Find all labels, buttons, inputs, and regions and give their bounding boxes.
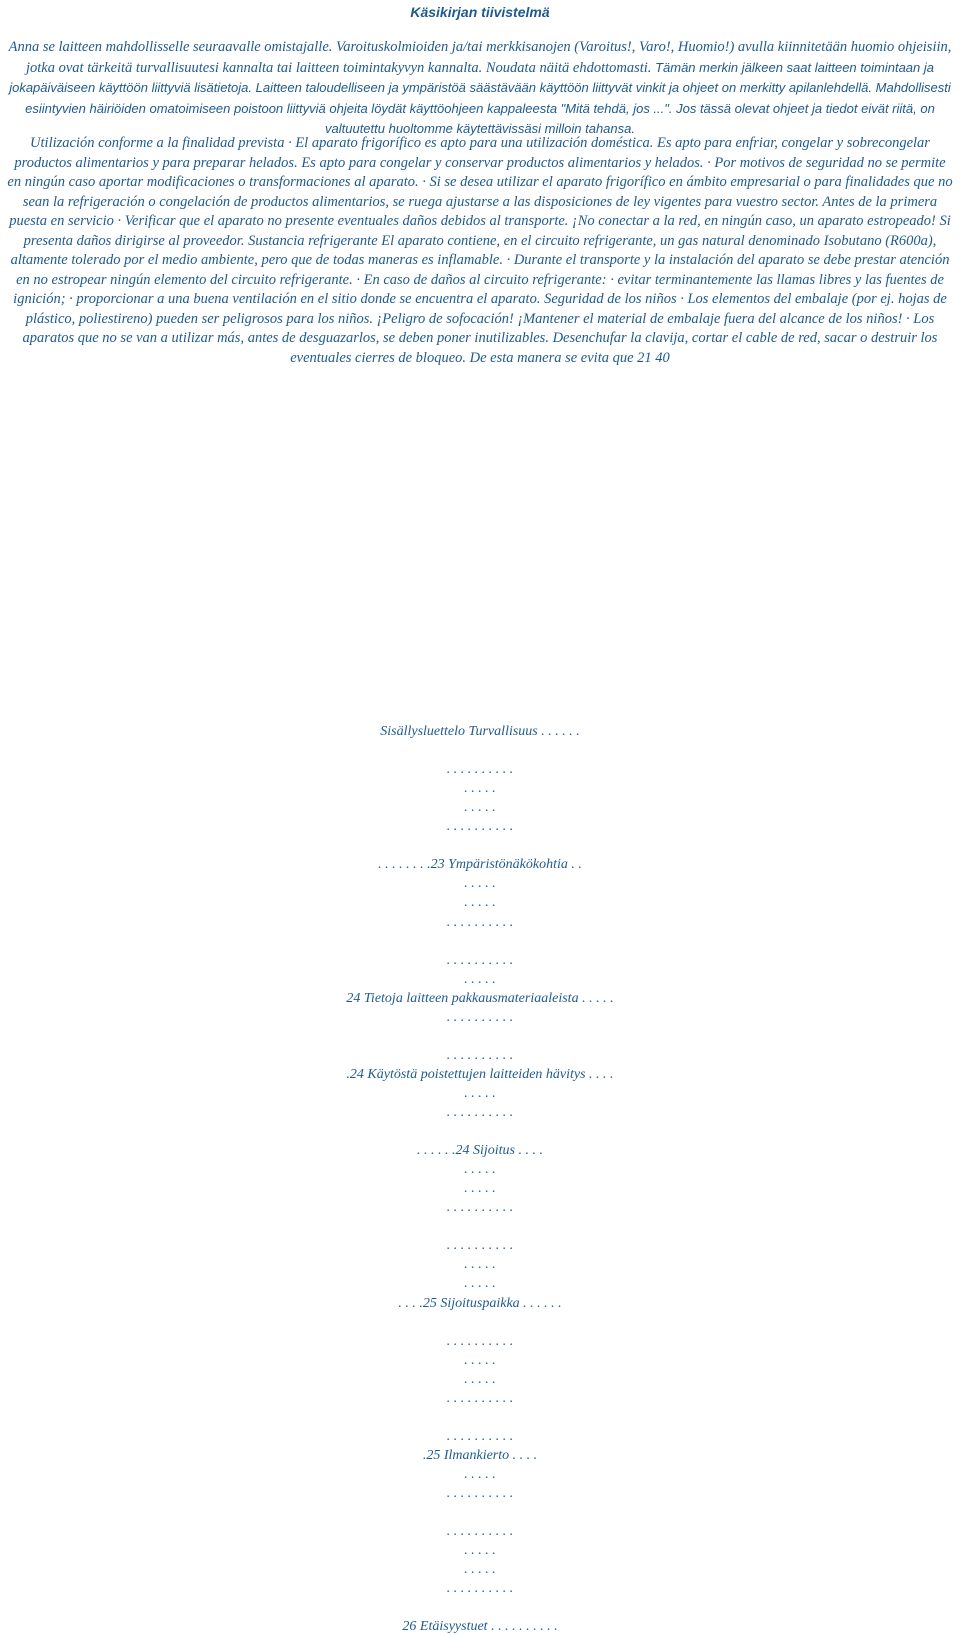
toc-line: . . . .25 Sijoituspaikka . . . . . . [398, 1295, 562, 1311]
toc-line: 24 Tietoja laitteen pakkausmateriaaleista . . . . . [346, 990, 614, 1006]
toc-line: . . . . . . . . . . [446, 762, 514, 778]
intro-serif-text: Anna se laitteen mahdollisselle seuraavalle omistajalle. Varoituskolmioiden ja/tai merkkisanojen (Varoitus!, Varo!, Huomio!) avulla kiinnitetään huomio ohjeisiin, jotka ovat tärkeitä turvallisuutesi kannalta tai laitteen toimintakyvyn kannalta. Noudata näitä ehdottomasti. [8, 39, 952, 76]
toc-line: . . . . . [464, 876, 496, 892]
toc-line: . . . . . [464, 1276, 496, 1292]
toc-line: . . . . . [464, 1543, 496, 1559]
intro-sans-text: Tämän merkin jälkeen saat laitteen toimintaan ja jokapäiväiseen käyttöön liittyviä lisätietoja. Laitteen taloudelliseen ja ympäristöä säästävään käyttöön liittyvät vinkit ja ohjeet on merkitty apilanlehdellä. Mahdollisesti esiintyvien häiriöiden omatoimiseen poistoon liittyviä ohjeita löydät käyttöohjeen kappaleesta "Mitä tehdä, jos ...". Jos tässä olevat ohjeet ja tiedot eivät riitä, on valtuutettu huoltomme käytettävissäsi milloin tahansa. [9, 59, 951, 136]
toc-line: . . . . . [464, 971, 496, 987]
toc-line: . . . . . [464, 895, 496, 911]
spanish-paragraph: Utilización conforme a la finalidad prevista · El aparato frigorífico es apto para una utilización doméstica. Es apto para enfriar, congelar y sobrecongelar productos alimentarios y para preparar helados. Es apto para congelar y conservar productos alimentarios y helados. · Por motivos de seguridad no se permite en ningún caso aportar modificaciones o transformaciones al aparato. · Si se desea utilizar el aparato frigorífico en ámbito empresarial o para finalidades que no sean la refrigeración o congelación de productos alimentarios, se ruega ajustarse a las disposiciones de ley vigentes para vuestro sector. Antes de la primera puesta en servicio · Verificar que el aparato no presente eventuales daños debidos al transporte. ¡No conectar a la red, en ningún caso, un aparato estropeado! Si presenta daños dirigirse al proveedor. Sustancia refrigerante El aparato contiene, en el circuito refrigerante, un gas natural denominado Isobutano (R600a), altamente tolerado por el medio ambiente, pero que de todas maneras es inflamable. · Durante el transporte y la instalación del aparato se debe prestar atención en no estropear ningún elemento del circuito refrigerante. · En caso de daños al circuito refrigerante: · evitar terminantemente las llamas libres y las fuentes de ignición; · proporcionar a una buena ventilación en el sitio donde se encuentra el aparato. Seguridad de los niños · Los elementos del embalaje (por ej. hojas de plástico, poliestireno) pueden ser peligrosos para los niños. ¡Peligro de sofocación! ¡Mantener el material de embalaje fuera del alcance de los niños! · Los aparatos que no se van a utilizar más, antes de desguazarlos, se deben poner inutilizables. Desenchufar la clavija, cortar el cable de red, sacar o destruir los eventuales cierres de bloqueo. De esta manera se evita que 21 40 [7, 135, 953, 366]
toc-line: . . . . . . . . . . [446, 1200, 514, 1216]
toc-line: . . . . . . . . . . [446, 1524, 514, 1540]
toc-line: . . . . . . . . . . [446, 1428, 514, 1444]
page-title: Käsikirjan tiivistelmä [410, 4, 550, 20]
toc-line: .24 Käytöstä poistettujen laitteiden hävitys . . . . [346, 1066, 614, 1082]
toc-line: . . . . . . . . . . [446, 1581, 514, 1597]
toc-line: . . . . . . . . . . [446, 1390, 514, 1406]
toc-line: . . . . . [464, 781, 496, 797]
toc-line: . . . . . . . .23 Ympäristönäkökohtia . . [378, 857, 582, 873]
toc-line: .25 Ilmankierto . . . . [422, 1447, 538, 1463]
toc-line: . . . . . . . . . . [446, 952, 514, 968]
toc-line: . . . . . [464, 1562, 496, 1578]
toc-line: . . . . . [464, 1466, 496, 1482]
toc-line: . . . . . .24 Sijoitus . . . . [416, 1143, 543, 1159]
toc-line: . . . . . . . . . . [446, 1238, 514, 1254]
toc-line: . . . . . . . . . . [446, 819, 514, 835]
toc-line: . . . . . . . . . . [446, 1105, 514, 1120]
toc-line: . . . . . [464, 1162, 496, 1178]
toc-line: . . . . . . . . . . [446, 1047, 514, 1063]
toc-line: . . . . . . . . . . [446, 1486, 514, 1501]
toc-line: . . . . . . . . . . [446, 914, 514, 930]
toc-line: . . . . . . . . . . [446, 1009, 514, 1025]
toc-line: . . . . . [464, 800, 496, 816]
toc-line: 26 Etäisyystuet . . . . . . . . . . [402, 1619, 558, 1635]
toc-line: . . . . . [464, 1181, 496, 1197]
toc-line: . . . . . [464, 1085, 496, 1101]
intro-paragraph [6, 38, 954, 140]
toc-line: . . . . . . . . . . [446, 1333, 514, 1349]
toc-line: . . . . . [464, 1352, 496, 1368]
toc-line: Sisällysluettelo Turvallisuus . . . . . . [380, 724, 580, 739]
toc-line: . . . . . [464, 1371, 496, 1387]
toc-line: . . . . . [464, 1257, 496, 1273]
